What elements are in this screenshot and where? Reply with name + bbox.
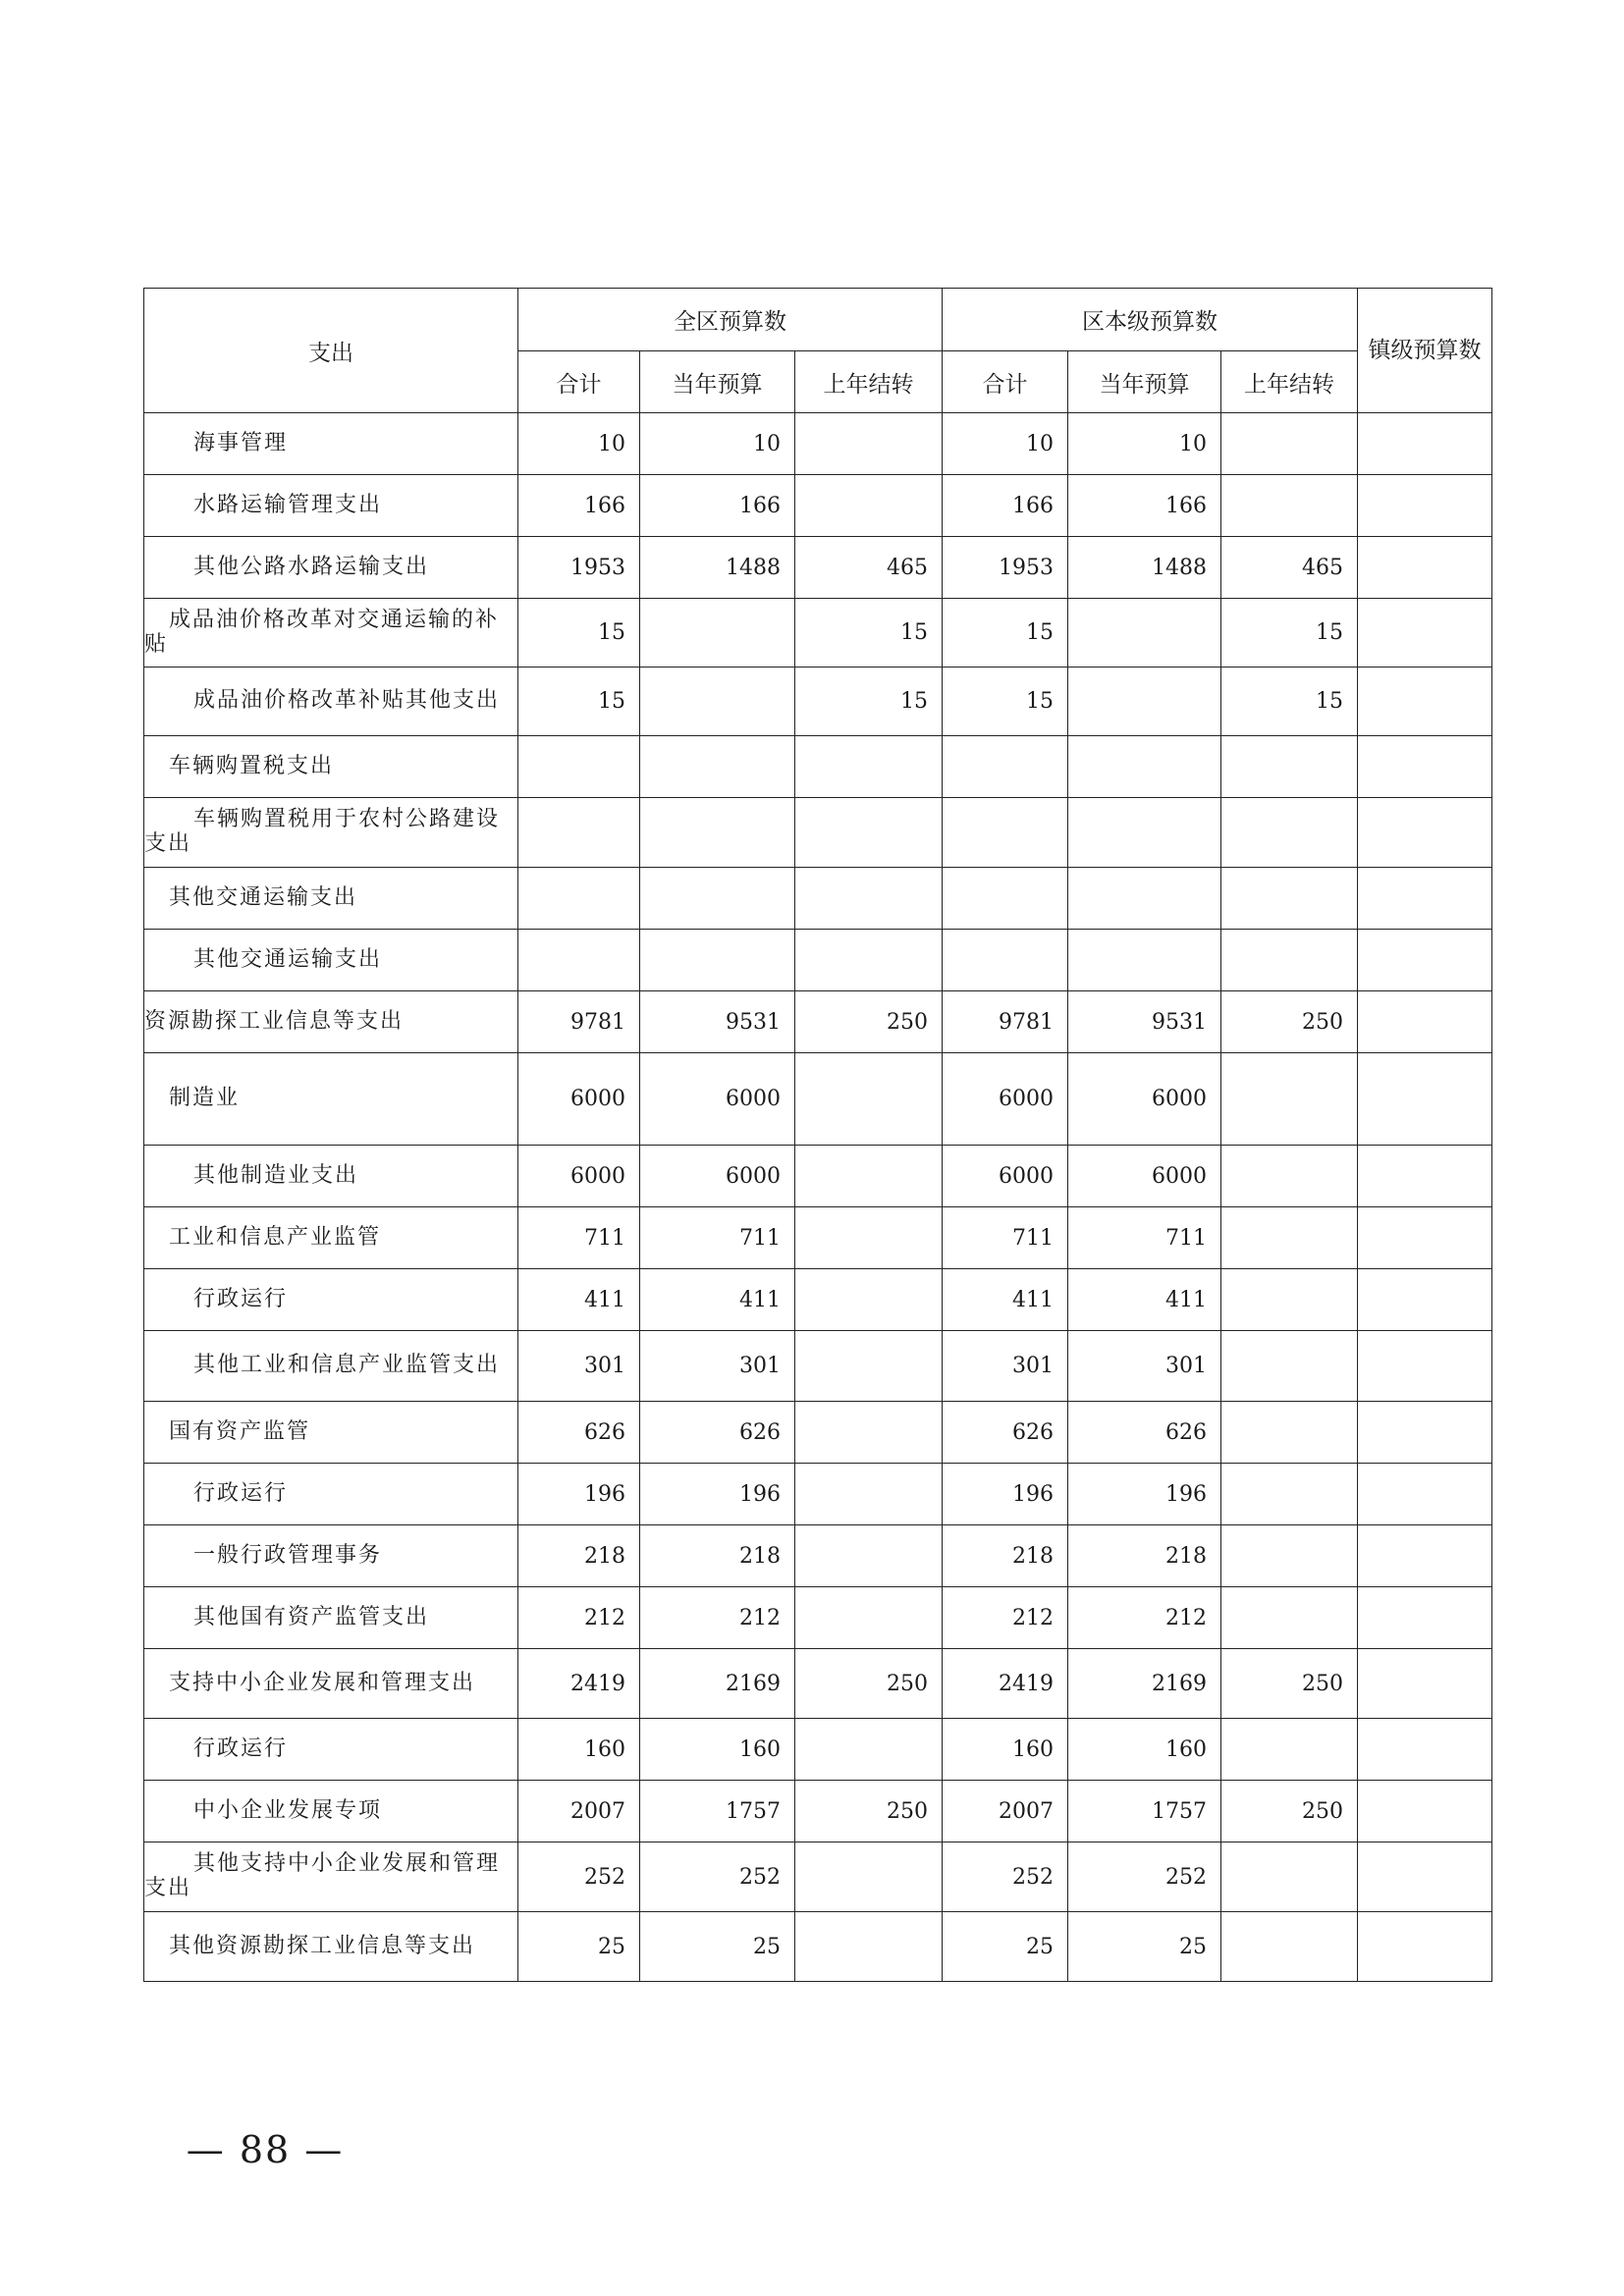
cell-value — [1358, 667, 1492, 736]
row-label: 成品油价格改革对交通运输的补贴 — [144, 599, 518, 667]
cell-value — [795, 1402, 943, 1464]
cell-value — [795, 930, 943, 991]
cell-value — [1068, 930, 1221, 991]
cell-value — [795, 1146, 943, 1207]
cell-value — [518, 736, 640, 798]
cell-value — [1221, 475, 1358, 537]
table-row — [144, 1525, 1492, 1587]
cell-value — [1221, 1053, 1358, 1146]
cell-value: 711 — [943, 1207, 1068, 1269]
row-label: 车辆购置税用于农村公路建设支出 — [144, 798, 518, 868]
row-label: 中小企业发展专项 — [144, 1781, 518, 1842]
cell-value: 25 — [518, 1912, 640, 1982]
header-total-carryover: 上年结转 — [795, 351, 943, 413]
cell-value — [1358, 991, 1492, 1053]
cell-value — [640, 599, 795, 667]
cell-value — [795, 798, 943, 868]
cell-value: 1488 — [640, 537, 795, 599]
row-label: 工业和信息产业监管 — [144, 1207, 518, 1269]
cell-value: 6000 — [518, 1146, 640, 1207]
cell-value — [640, 736, 795, 798]
cell-value — [1221, 1146, 1358, 1207]
table-row — [144, 413, 1492, 475]
cell-value: 25 — [1068, 1912, 1221, 1982]
cell-value: 711 — [640, 1207, 795, 1269]
cell-value: 166 — [640, 475, 795, 537]
cell-value: 15 — [795, 599, 943, 667]
cell-value: 301 — [518, 1331, 640, 1402]
cell-value — [1358, 599, 1492, 667]
cell-value: 160 — [943, 1719, 1068, 1781]
cell-value: 301 — [1068, 1331, 1221, 1402]
cell-value — [943, 736, 1068, 798]
cell-value: 9531 — [640, 991, 795, 1053]
cell-value: 218 — [518, 1525, 640, 1587]
cell-value: 250 — [795, 991, 943, 1053]
cell-value: 301 — [943, 1331, 1068, 1402]
row-label: 行政运行 — [144, 1269, 518, 1331]
cell-value — [1221, 1719, 1358, 1781]
cell-value: 252 — [1068, 1842, 1221, 1912]
cell-value — [795, 475, 943, 537]
cell-value: 6000 — [640, 1146, 795, 1207]
cell-value — [795, 1842, 943, 1912]
cell-value — [795, 1587, 943, 1649]
cell-value — [1221, 1402, 1358, 1464]
cell-value: 1953 — [943, 537, 1068, 599]
header-level-carryover: 上年结转 — [1221, 351, 1358, 413]
cell-value — [640, 868, 795, 930]
cell-value: 465 — [795, 537, 943, 599]
cell-value — [1068, 667, 1221, 736]
cell-value: 411 — [943, 1269, 1068, 1331]
cell-value: 9781 — [518, 991, 640, 1053]
table-row — [144, 1719, 1492, 1781]
cell-value: 2007 — [943, 1781, 1068, 1842]
cell-value: 250 — [1221, 991, 1358, 1053]
cell-value — [1358, 1587, 1492, 1649]
cell-value — [1358, 736, 1492, 798]
cell-value — [1358, 1146, 1492, 1207]
cell-value — [1221, 868, 1358, 930]
table-row — [144, 475, 1492, 537]
cell-value: 10 — [1068, 413, 1221, 475]
table-row — [144, 599, 1492, 667]
cell-value: 465 — [1221, 537, 1358, 599]
cell-value — [1358, 1269, 1492, 1331]
cell-value: 160 — [640, 1719, 795, 1781]
cell-value — [1358, 1464, 1492, 1525]
cell-value: 626 — [518, 1402, 640, 1464]
cell-value — [1068, 798, 1221, 868]
table-row — [144, 868, 1492, 930]
row-label: 行政运行 — [144, 1719, 518, 1781]
cell-value: 711 — [518, 1207, 640, 1269]
cell-value: 212 — [1068, 1587, 1221, 1649]
cell-value — [1221, 1587, 1358, 1649]
cell-value — [1221, 1207, 1358, 1269]
cell-value: 212 — [518, 1587, 640, 1649]
row-label: 其他国有资产监管支出 — [144, 1587, 518, 1649]
cell-value — [1358, 413, 1492, 475]
row-label: 海事管理 — [144, 413, 518, 475]
cell-value: 196 — [943, 1464, 1068, 1525]
header-total-current: 当年预算 — [640, 351, 795, 413]
row-label: 国有资产监管 — [144, 1402, 518, 1464]
table-row — [144, 1269, 1492, 1331]
row-label: 其他交通运输支出 — [144, 930, 518, 991]
table-row — [144, 1842, 1492, 1912]
cell-value: 250 — [795, 1781, 943, 1842]
table-row — [144, 1464, 1492, 1525]
cell-value — [1221, 413, 1358, 475]
cell-value: 250 — [795, 1649, 943, 1719]
cell-value: 196 — [518, 1464, 640, 1525]
cell-value: 252 — [640, 1842, 795, 1912]
cell-value: 2169 — [1068, 1649, 1221, 1719]
cell-value: 2419 — [518, 1649, 640, 1719]
row-label: 一般行政管理事务 — [144, 1525, 518, 1587]
cell-value: 15 — [1221, 599, 1358, 667]
cell-value — [1221, 1464, 1358, 1525]
table-row — [144, 667, 1492, 736]
cell-value — [1358, 1912, 1492, 1982]
cell-value: 25 — [943, 1912, 1068, 1982]
cell-value — [795, 736, 943, 798]
cell-value — [1358, 930, 1492, 991]
cell-value: 2419 — [943, 1649, 1068, 1719]
cell-value — [1358, 798, 1492, 868]
cell-value: 10 — [640, 413, 795, 475]
cell-value — [943, 798, 1068, 868]
cell-value: 10 — [518, 413, 640, 475]
table-row — [144, 1331, 1492, 1402]
cell-value: 411 — [518, 1269, 640, 1331]
cell-value — [795, 1331, 943, 1402]
header-district-level: 区本级预算数 — [943, 289, 1358, 351]
cell-value: 301 — [640, 1331, 795, 1402]
cell-value — [1358, 1781, 1492, 1842]
cell-value: 15 — [518, 599, 640, 667]
cell-value — [518, 930, 640, 991]
cell-value — [1221, 1912, 1358, 1982]
table-row — [144, 1207, 1492, 1269]
cell-value — [795, 1269, 943, 1331]
cell-value — [518, 798, 640, 868]
cell-value: 9531 — [1068, 991, 1221, 1053]
cell-value: 1488 — [1068, 537, 1221, 599]
row-label: 其他资源勘探工业信息等支出 — [144, 1912, 518, 1982]
cell-value: 218 — [1068, 1525, 1221, 1587]
cell-value — [795, 1053, 943, 1146]
cell-value — [1358, 1331, 1492, 1402]
cell-value — [518, 868, 640, 930]
row-label: 资源勘探工业信息等支出 — [144, 991, 518, 1053]
table-row — [144, 1587, 1492, 1649]
cell-value: 626 — [640, 1402, 795, 1464]
cell-value — [1221, 1331, 1358, 1402]
cell-value: 166 — [943, 475, 1068, 537]
header-level-current: 当年预算 — [1068, 351, 1221, 413]
row-label: 其他交通运输支出 — [144, 868, 518, 930]
cell-value: 218 — [943, 1525, 1068, 1587]
table-row — [144, 537, 1492, 599]
cell-value — [795, 1912, 943, 1982]
cell-value — [795, 1464, 943, 1525]
cell-value — [1358, 475, 1492, 537]
row-label: 水路运输管理支出 — [144, 475, 518, 537]
row-label: 其他工业和信息产业监管支出 — [144, 1331, 518, 1402]
cell-value — [640, 798, 795, 868]
cell-value — [943, 930, 1068, 991]
cell-value: 6000 — [518, 1053, 640, 1146]
cell-value: 711 — [1068, 1207, 1221, 1269]
cell-value — [640, 930, 795, 991]
table-row — [144, 930, 1492, 991]
table-row — [144, 736, 1492, 798]
cell-value — [1221, 798, 1358, 868]
cell-value: 6000 — [1068, 1053, 1221, 1146]
header-level-sum: 合计 — [943, 351, 1068, 413]
cell-value — [795, 1525, 943, 1587]
table-row — [144, 1053, 1492, 1146]
cell-value: 218 — [640, 1525, 795, 1587]
cell-value — [795, 1207, 943, 1269]
cell-value — [1068, 868, 1221, 930]
cell-value: 160 — [1068, 1719, 1221, 1781]
header-expense: 支出 — [144, 289, 518, 413]
table-row — [144, 1146, 1492, 1207]
cell-value: 15 — [943, 599, 1068, 667]
row-label: 其他制造业支出 — [144, 1146, 518, 1207]
cell-value: 212 — [640, 1587, 795, 1649]
cell-value — [1358, 1719, 1492, 1781]
cell-value: 9781 — [943, 991, 1068, 1053]
cell-value: 15 — [943, 667, 1068, 736]
cell-value: 166 — [518, 475, 640, 537]
cell-value — [1358, 1525, 1492, 1587]
row-label: 其他支持中小企业发展和管理支出 — [144, 1842, 518, 1912]
row-label: 制造业 — [144, 1053, 518, 1146]
table-row — [144, 1912, 1492, 1982]
header-total-sum: 合计 — [518, 351, 640, 413]
row-label: 车辆购置税支出 — [144, 736, 518, 798]
cell-value: 212 — [943, 1587, 1068, 1649]
cell-value — [795, 868, 943, 930]
table-row — [144, 798, 1492, 868]
header-district-total: 全区预算数 — [518, 289, 943, 351]
header-town-level: 镇级预算数 — [1358, 289, 1492, 413]
cell-value — [1358, 868, 1492, 930]
cell-value: 626 — [1068, 1402, 1221, 1464]
cell-value — [943, 868, 1068, 930]
row-label: 其他公路水路运输支出 — [144, 537, 518, 599]
cell-value — [1358, 1842, 1492, 1912]
cell-value — [1221, 1525, 1358, 1587]
cell-value — [1221, 1842, 1358, 1912]
cell-value: 2169 — [640, 1649, 795, 1719]
cell-value: 15 — [518, 667, 640, 736]
table-row — [144, 991, 1492, 1053]
cell-value: 1757 — [640, 1781, 795, 1842]
cell-value: 196 — [640, 1464, 795, 1525]
cell-value — [1358, 1053, 1492, 1146]
cell-value: 626 — [943, 1402, 1068, 1464]
cell-value: 250 — [1221, 1649, 1358, 1719]
cell-value: 6000 — [943, 1146, 1068, 1207]
cell-value: 2007 — [518, 1781, 640, 1842]
cell-value — [1358, 537, 1492, 599]
cell-value — [1068, 736, 1221, 798]
cell-value — [795, 1719, 943, 1781]
cell-value: 250 — [1221, 1781, 1358, 1842]
cell-value: 252 — [518, 1842, 640, 1912]
cell-value: 1757 — [1068, 1781, 1221, 1842]
cell-value — [1068, 599, 1221, 667]
cell-value — [1221, 930, 1358, 991]
cell-value: 252 — [943, 1842, 1068, 1912]
table-body — [144, 413, 1492, 1982]
cell-value: 6000 — [640, 1053, 795, 1146]
cell-value — [1358, 1649, 1492, 1719]
cell-value — [1221, 736, 1358, 798]
budget-table — [143, 288, 1492, 1982]
cell-value: 10 — [943, 413, 1068, 475]
cell-value — [1358, 1402, 1492, 1464]
cell-value: 15 — [795, 667, 943, 736]
cell-value — [640, 667, 795, 736]
table-row — [144, 1781, 1492, 1842]
cell-value: 6000 — [1068, 1146, 1221, 1207]
cell-value: 411 — [640, 1269, 795, 1331]
cell-value: 166 — [1068, 475, 1221, 537]
cell-value: 6000 — [943, 1053, 1068, 1146]
cell-value: 411 — [1068, 1269, 1221, 1331]
page-number: — 88 — — [186, 2128, 345, 2171]
row-label: 支持中小企业发展和管理支出 — [144, 1649, 518, 1719]
table-row — [144, 1649, 1492, 1719]
cell-value: 196 — [1068, 1464, 1221, 1525]
cell-value — [1221, 1269, 1358, 1331]
cell-value: 25 — [640, 1912, 795, 1982]
table-row — [144, 1402, 1492, 1464]
cell-value: 160 — [518, 1719, 640, 1781]
cell-value — [1358, 1207, 1492, 1269]
cell-value: 15 — [1221, 667, 1358, 736]
cell-value: 1953 — [518, 537, 640, 599]
row-label: 成品油价格改革补贴其他支出 — [144, 667, 518, 736]
row-label: 行政运行 — [144, 1464, 518, 1525]
cell-value — [795, 413, 943, 475]
